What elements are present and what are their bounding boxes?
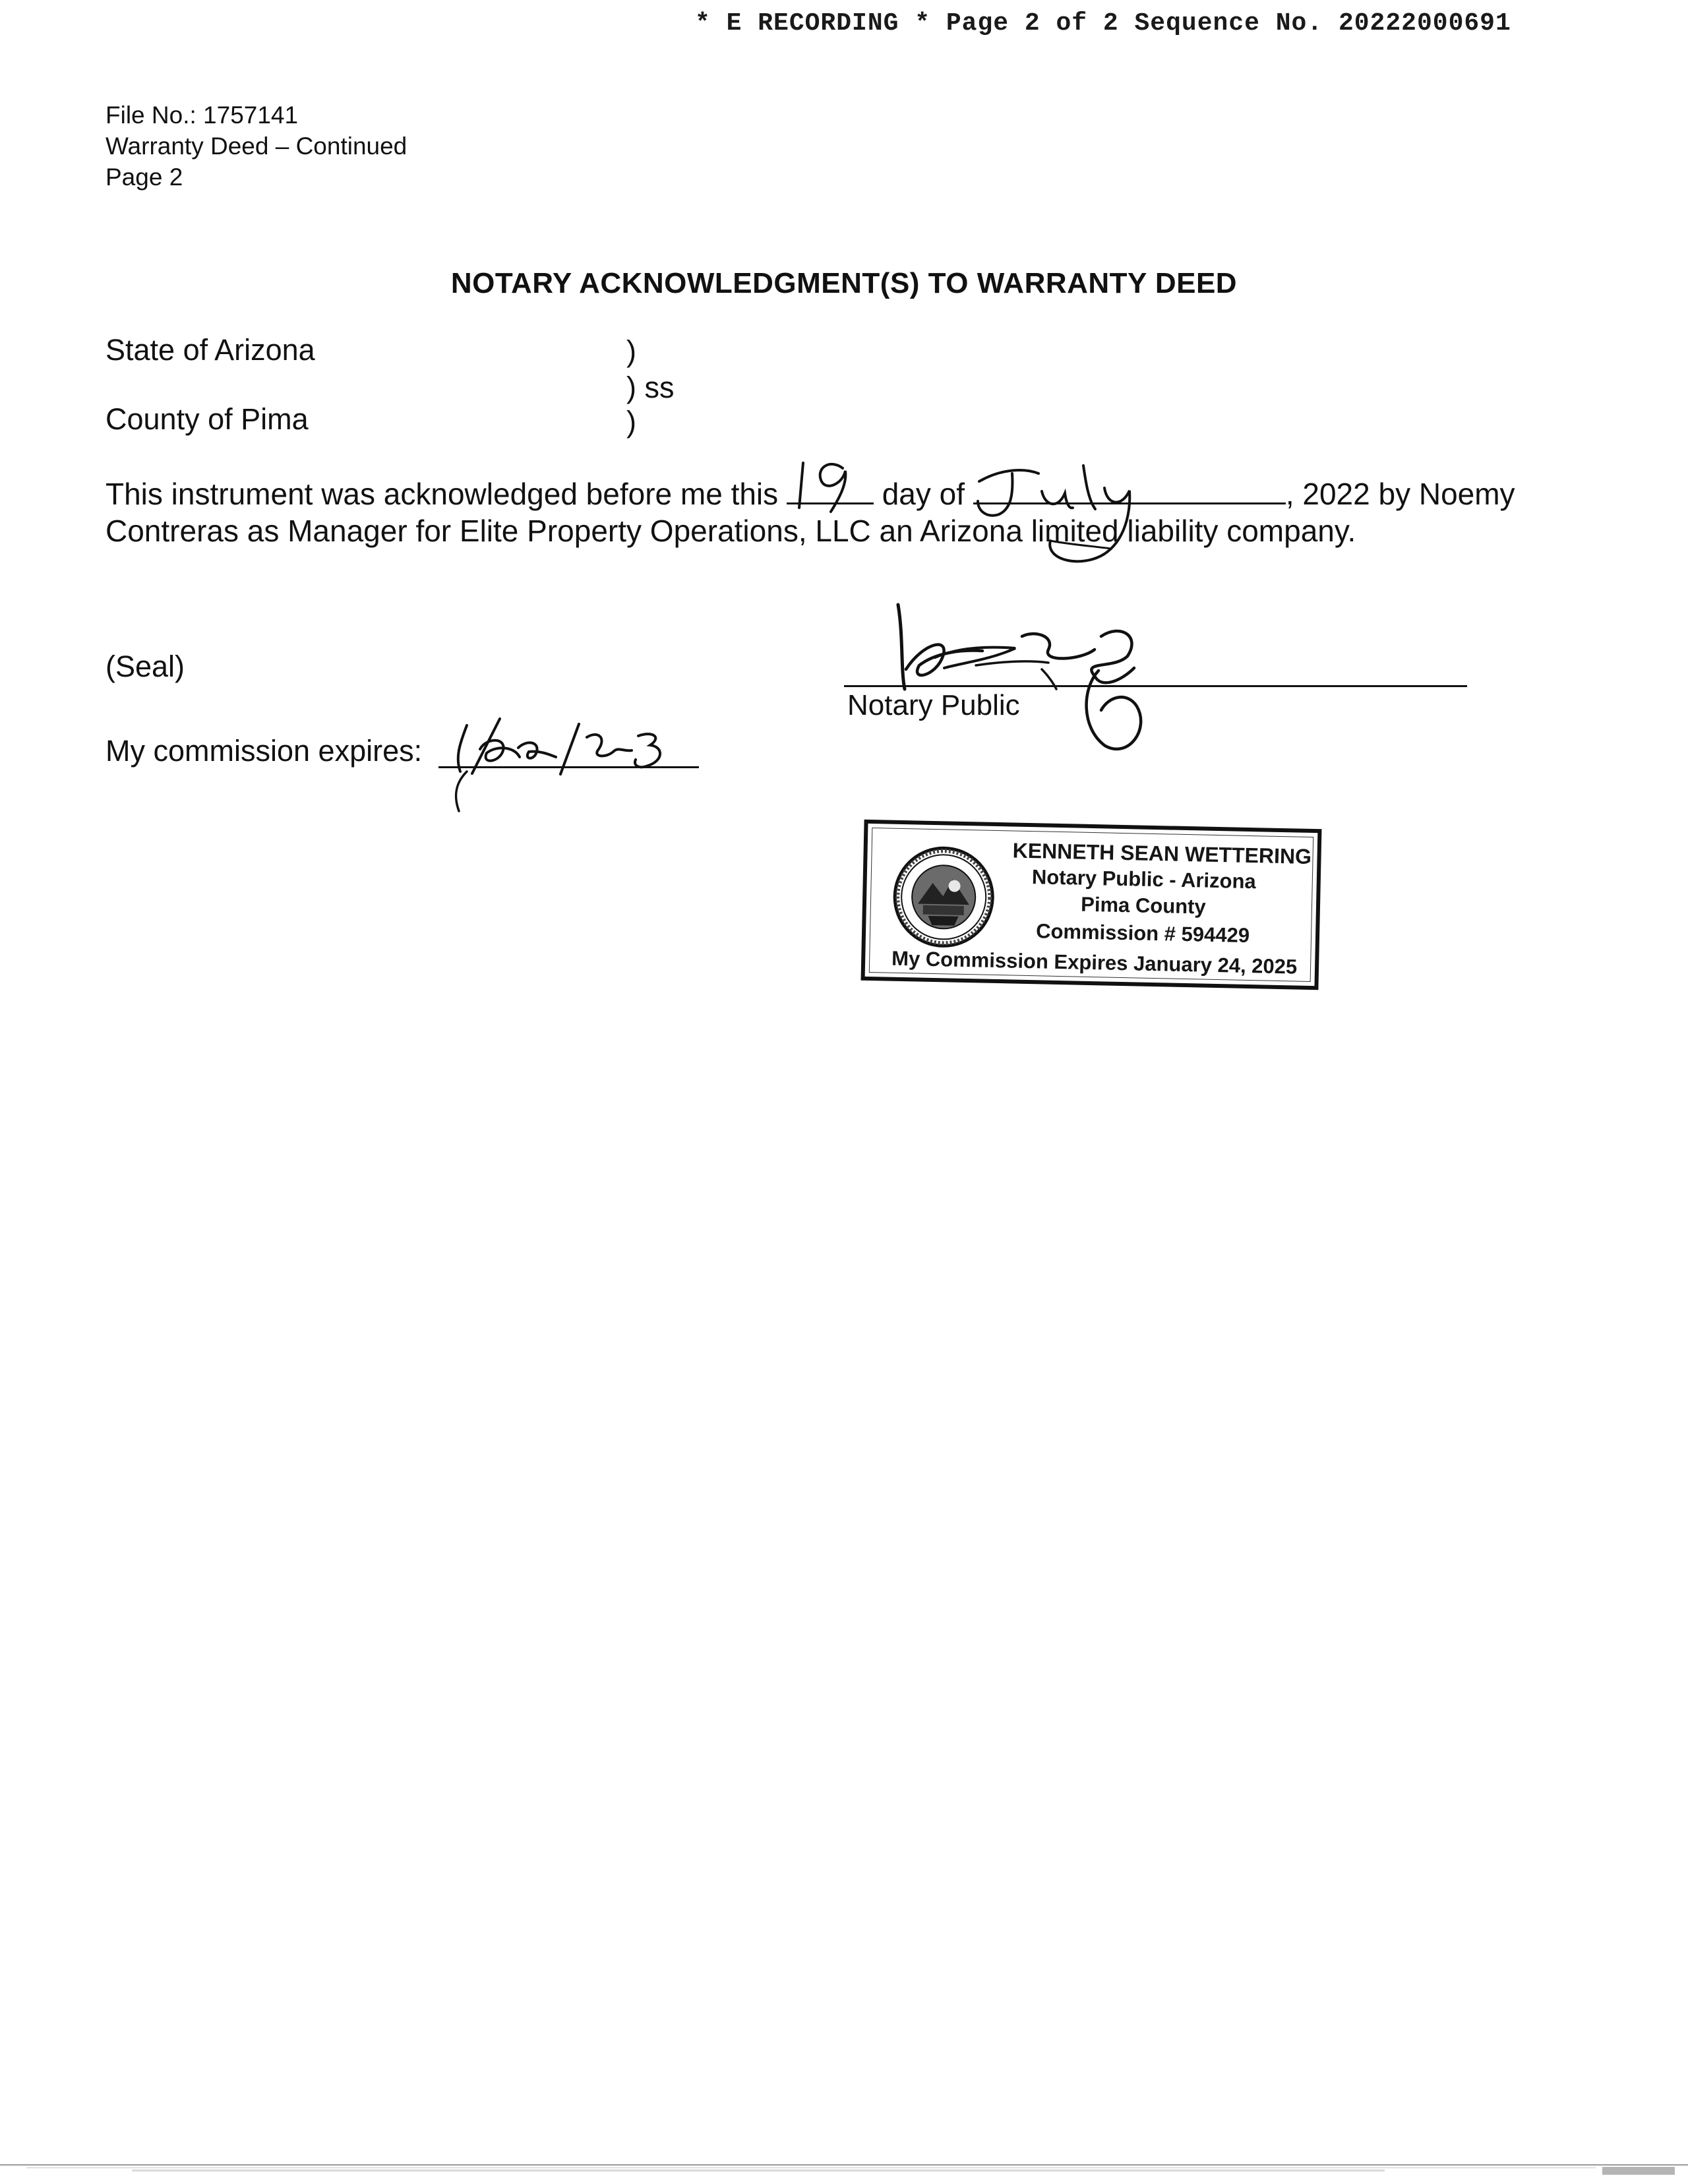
venue-state: State of Arizona bbox=[106, 333, 315, 367]
handwritten-day bbox=[785, 455, 864, 518]
document-title: NOTARY ACKNOWLEDGMENT(S) TO WARRANTY DEED bbox=[450, 267, 1238, 299]
year-and-signer: , 2022 by Noemy bbox=[1285, 477, 1515, 511]
page-label: Page 2 bbox=[106, 164, 183, 191]
day-of-label: day of bbox=[882, 477, 965, 511]
arizona-state-seal-icon bbox=[891, 844, 997, 950]
stamp-county: Pima County bbox=[1080, 892, 1207, 919]
acknowledgment-prefix: This instrument was acknowledged before me this bbox=[106, 477, 779, 511]
venue-county: County of Pima bbox=[106, 402, 309, 436]
stamp-notary-name: KENNETH SEAN WETTERING bbox=[1012, 838, 1312, 868]
handwritten-commission-date bbox=[440, 711, 704, 816]
document-continued-label: Warranty Deed – Continued bbox=[106, 133, 407, 160]
notary-signature bbox=[884, 597, 1200, 755]
notary-public-label: Notary Public bbox=[847, 689, 1020, 721]
venue-bracket-ss: ) ss bbox=[626, 371, 675, 404]
seal-label: (Seal) bbox=[106, 650, 185, 683]
handwritten-month bbox=[966, 462, 1184, 587]
stamp-notary-title: Notary Public - Arizona bbox=[1031, 865, 1257, 894]
stamp-commission-number: Commission # 594429 bbox=[1035, 919, 1250, 948]
acknowledgment-line-2: Contreras as Manager for Elite Property Operations, LLC an Arizona limited liability company. bbox=[106, 514, 1356, 548]
venue-bracket-bottom: ) bbox=[626, 405, 636, 439]
file-number: File No.: 1757141 bbox=[106, 102, 299, 129]
venue-bracket-top: ) bbox=[626, 334, 636, 368]
stamp-expiration: My Commission Expires January 24, 2025 bbox=[891, 946, 1298, 979]
notary-stamp bbox=[861, 820, 1322, 990]
commission-expires-label: My commission expires: bbox=[106, 734, 423, 768]
scan-noise-bar bbox=[0, 2164, 1688, 2176]
recording-header: * E RECORDING * Page 2 of 2 Sequence No. 20222000691 bbox=[695, 9, 1511, 38]
